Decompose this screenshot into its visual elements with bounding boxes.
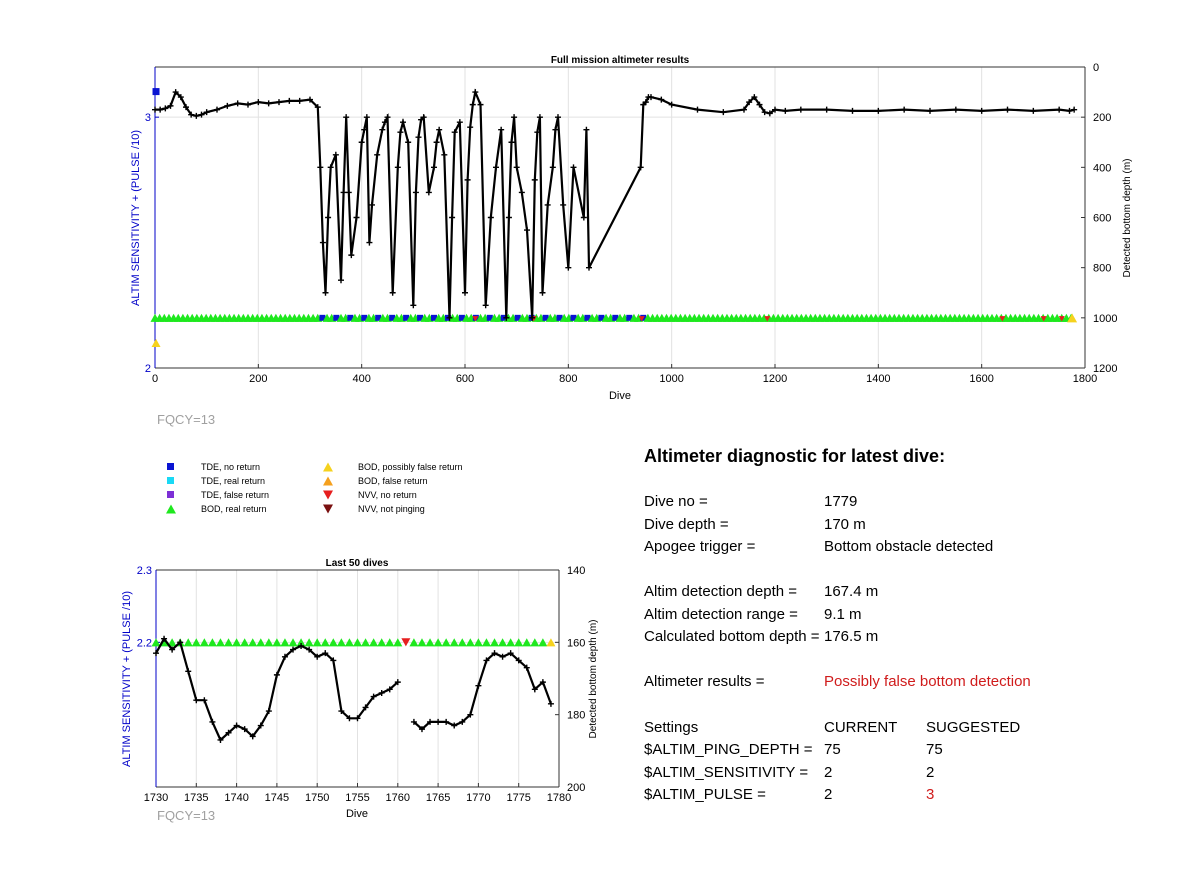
depth-point-marker	[524, 227, 530, 233]
full-mission-chart	[0, 0, 1200, 420]
top-y-left-label: ALTIM SENSITIVITY + (PULSE /10)	[130, 130, 142, 306]
depth-point-marker	[583, 127, 589, 133]
x-tick-label: 1765	[425, 792, 451, 804]
x-tick-label: 1200	[762, 373, 788, 385]
x-tick-label: 1745	[264, 792, 290, 804]
x-tick-label: 1400	[866, 373, 891, 385]
setting-suggested: 75	[926, 741, 943, 758]
y-right-tick-label: 0	[1093, 62, 1100, 74]
dive-depth-label: Dive depth =	[644, 516, 729, 533]
top-x-axis-label: Dive	[608, 390, 632, 402]
depth-point-marker	[235, 100, 241, 106]
depth-point-marker	[435, 719, 441, 725]
depth-point-marker	[405, 139, 411, 145]
top-y-right-label: Detected bottom depth (m)	[1122, 158, 1133, 278]
depth-point-marker	[366, 240, 372, 246]
depth-point-marker	[565, 265, 571, 271]
bottom-y-right-label: Detected bottom depth (m)	[588, 619, 599, 739]
depth-point-marker	[798, 107, 804, 113]
depth-point-marker	[323, 290, 329, 296]
depth-point-marker	[571, 164, 577, 170]
depth-point-marker	[369, 202, 375, 208]
depth-point-marker	[901, 107, 907, 113]
y-right-tick-label: 1000	[1093, 312, 1118, 325]
depth-point-marker	[214, 107, 220, 113]
setting-suggested: 2	[926, 764, 935, 781]
depth-point-marker	[550, 164, 556, 170]
depth-point-marker	[434, 139, 440, 145]
dive-depth-value: 170 m	[824, 516, 866, 533]
depth-point-marker	[1056, 107, 1062, 113]
apogee-trigger-label: Apogee trigger =	[644, 538, 756, 555]
depth-point-marker	[224, 103, 230, 109]
fqcy-bottom-label: FQCY=13	[157, 808, 216, 823]
setting-current: 2	[824, 764, 833, 781]
depth-point-marker	[493, 164, 499, 170]
dive-no-value: 1779	[824, 493, 858, 510]
depth-point-marker	[410, 302, 416, 308]
y-right-tick-label: 600	[1093, 212, 1112, 225]
depth-point-marker	[979, 108, 985, 114]
depth-trace-line	[414, 653, 551, 729]
depth-point-marker	[449, 215, 455, 221]
fqcy-top-label: FQCY=13	[157, 412, 216, 427]
y-left-tick-label: 2	[144, 363, 151, 375]
depth-point-marker	[540, 290, 546, 296]
current-header: CURRENT	[824, 719, 898, 736]
depth-point-marker	[338, 277, 344, 283]
y-right-tick-label: 200	[1093, 112, 1112, 125]
depth-point-marker	[341, 189, 347, 195]
depth-point-marker	[400, 119, 406, 125]
depth-point-marker	[441, 152, 447, 158]
x-tick-label: 200	[249, 373, 268, 385]
legend-marker-triangle-up	[322, 475, 334, 487]
y-right-tick-label: 800	[1093, 262, 1112, 275]
depth-point-marker	[720, 109, 726, 115]
depth-point-marker	[152, 107, 158, 113]
depth-point-marker	[1005, 107, 1011, 113]
legend-label: BOD, real return	[201, 504, 267, 514]
x-tick-label: 1600	[969, 373, 994, 385]
bottom-x-axis-label: Dive	[345, 808, 369, 820]
depth-point-marker	[555, 114, 561, 120]
setting-name: $ALTIM_PULSE =	[644, 786, 766, 803]
legend-marker-square	[165, 489, 177, 501]
depth-point-marker	[545, 202, 551, 208]
depth-point-marker	[431, 164, 437, 170]
depth-point-marker	[927, 108, 933, 114]
x-tick-label: 400	[352, 373, 371, 385]
top-chart-title: Full mission altimeter results	[550, 55, 690, 66]
legend-square-icon	[167, 463, 174, 470]
y-left-tick-label: 2.2	[136, 637, 152, 650]
depth-point-marker	[201, 697, 207, 703]
y-right-tick-label: 400	[1093, 162, 1112, 175]
legend-label: TDE, no return	[201, 462, 261, 472]
depth-point-marker	[397, 129, 403, 135]
depth-point-marker	[475, 683, 481, 689]
legend-label: TDE, false return	[201, 490, 270, 500]
altimeter-results-label: Altimeter results =	[644, 673, 765, 690]
depth-point-marker	[532, 177, 538, 183]
depth-point-marker	[509, 139, 515, 145]
depth-point-marker	[328, 164, 334, 170]
depth-point-marker	[395, 164, 401, 170]
y-left-tick-label: 3	[144, 112, 151, 125]
detection-range-label: Altim detection range =	[644, 606, 798, 623]
depth-point-marker	[348, 252, 354, 258]
x-tick-label: 1760	[385, 792, 411, 804]
x-tick-label: 1000	[659, 373, 684, 385]
apogee-trigger-value: Bottom obstacle detected	[824, 538, 994, 555]
y-right-tick-label: 140	[567, 565, 586, 577]
x-tick-label: 1730	[143, 792, 169, 804]
y-right-tick-label: 200	[567, 782, 586, 794]
depth-point-marker	[266, 100, 272, 106]
tde-no-return-marker	[153, 88, 160, 95]
depth-point-marker	[157, 107, 163, 113]
depth-point-marker	[548, 701, 554, 707]
depth-point-marker	[333, 152, 339, 158]
x-tick-label: 1800	[1072, 373, 1098, 385]
calculated-bottom-label: Calculated bottom depth =	[644, 628, 820, 645]
depth-point-marker	[346, 189, 352, 195]
legend-triangle-icon	[323, 505, 333, 514]
legend-marker-square	[165, 461, 177, 473]
depth-point-marker	[255, 99, 261, 105]
depth-point-marker	[193, 697, 199, 703]
legend-triangle-icon	[166, 505, 176, 514]
depth-point-marker	[185, 668, 191, 674]
depth-point-marker	[354, 215, 360, 221]
depth-point-marker	[514, 164, 520, 170]
x-tick-label: 1755	[345, 792, 370, 804]
depth-point-marker	[467, 124, 473, 130]
x-tick-label: 1740	[224, 792, 249, 804]
setting-suggested: 3	[926, 786, 935, 803]
y-right-tick-label: 160	[567, 637, 586, 650]
depth-point-marker	[426, 189, 432, 195]
legend-marker-triangle-down	[322, 503, 334, 515]
depth-point-marker	[364, 114, 370, 120]
legend-square-icon	[167, 477, 174, 484]
depth-point-marker	[1067, 108, 1073, 114]
legend-marker-square	[165, 475, 177, 487]
altimeter-results-value: Possibly false bottom detection	[824, 673, 1031, 690]
detection-depth-value: 167.4 m	[824, 583, 879, 600]
setting-name: $ALTIM_SENSITIVITY =	[644, 764, 809, 781]
detection-range-value: 9.1 m	[824, 606, 862, 623]
depth-point-marker	[436, 127, 442, 133]
depth-point-marker	[276, 99, 282, 105]
depth-point-marker	[483, 302, 489, 308]
y-right-tick-label: 180	[567, 709, 586, 722]
depth-point-marker	[472, 89, 478, 95]
depth-point-marker	[325, 215, 331, 221]
legend-label: BOD, false return	[358, 476, 428, 486]
depth-point-marker	[511, 114, 517, 120]
legend-marker-triangle-down	[322, 489, 334, 501]
legend-label: BOD, possibly false return	[358, 462, 463, 472]
depth-point-marker	[488, 215, 494, 221]
depth-trace-line	[155, 92, 1074, 318]
depth-point-marker	[519, 189, 525, 195]
depth-point-marker	[498, 127, 504, 133]
depth-point-marker	[953, 107, 959, 113]
depth-point-marker	[297, 98, 303, 104]
legend-marker-triangle-up	[322, 461, 334, 473]
depth-point-marker	[875, 108, 881, 114]
depth-point-marker	[824, 107, 830, 113]
depth-point-marker	[581, 215, 587, 221]
x-tick-label: 1780	[546, 792, 572, 804]
depth-point-marker	[506, 215, 512, 221]
setting-name: $ALTIM_PING_DEPTH =	[644, 741, 813, 758]
detection-depth-label: Altim detection depth =	[644, 583, 798, 600]
y-right-tick-label: 1200	[1093, 363, 1118, 375]
bod-possibly-false-marker	[152, 339, 161, 347]
settings-header: Settings	[644, 719, 699, 736]
legend-marker-triangle-up	[165, 503, 177, 515]
depth-point-marker	[1030, 108, 1036, 114]
x-tick-label: 0	[151, 373, 159, 385]
depth-point-marker	[470, 102, 476, 108]
x-tick-label: 1775	[506, 792, 531, 804]
depth-point-marker	[286, 98, 292, 104]
calculated-bottom-value: 176.5 m	[824, 628, 879, 645]
y-left-tick-label: 2.3	[136, 565, 152, 577]
x-tick-label: 1750	[304, 792, 330, 804]
x-tick-label: 1735	[184, 792, 209, 804]
depth-point-marker	[850, 108, 856, 114]
bottom-y-left-label: ALTIM SENSITIVITY + (PULSE /10)	[121, 591, 133, 767]
depth-point-marker	[478, 102, 484, 108]
last-50-dives-chart	[0, 555, 620, 855]
legend-square-icon	[167, 491, 174, 498]
depth-point-marker	[413, 189, 419, 195]
depth-point-marker	[245, 102, 251, 108]
setting-current: 75	[824, 741, 841, 758]
depth-point-marker	[320, 240, 326, 246]
depth-point-marker	[537, 114, 543, 120]
depth-point-marker	[359, 139, 365, 145]
depth-point-marker	[343, 114, 349, 120]
dive-no-label: Dive no =	[644, 493, 708, 510]
legend-triangle-icon	[323, 463, 333, 472]
diagnostic-title: Altimeter diagnostic for latest dive:	[644, 446, 946, 466]
depth-point-marker	[416, 134, 422, 140]
x-tick-label: 800	[559, 373, 578, 385]
legend-triangle-icon	[323, 491, 333, 500]
legend-triangle-icon	[323, 477, 333, 486]
depth-point-marker	[560, 202, 566, 208]
bottom-chart-title: Last 50 dives	[325, 558, 389, 569]
legend-label: NVV, no return	[358, 490, 417, 500]
x-tick-label: 600	[455, 373, 475, 385]
depth-point-marker	[374, 152, 380, 158]
depth-point-marker	[193, 113, 199, 119]
depth-point-marker	[379, 127, 385, 133]
suggested-header: SUGGESTED	[926, 719, 1021, 736]
legend-label: TDE, real return	[201, 476, 266, 486]
depth-point-marker	[782, 108, 788, 114]
depth-point-marker	[1071, 107, 1077, 113]
depth-point-marker	[390, 290, 396, 296]
legend-label: NVV, not pinging	[358, 504, 425, 514]
depth-point-marker	[317, 164, 323, 170]
setting-current: 2	[824, 786, 833, 803]
depth-point-marker	[462, 290, 468, 296]
x-tick-label: 1770	[466, 792, 491, 804]
depth-point-marker	[695, 107, 701, 113]
